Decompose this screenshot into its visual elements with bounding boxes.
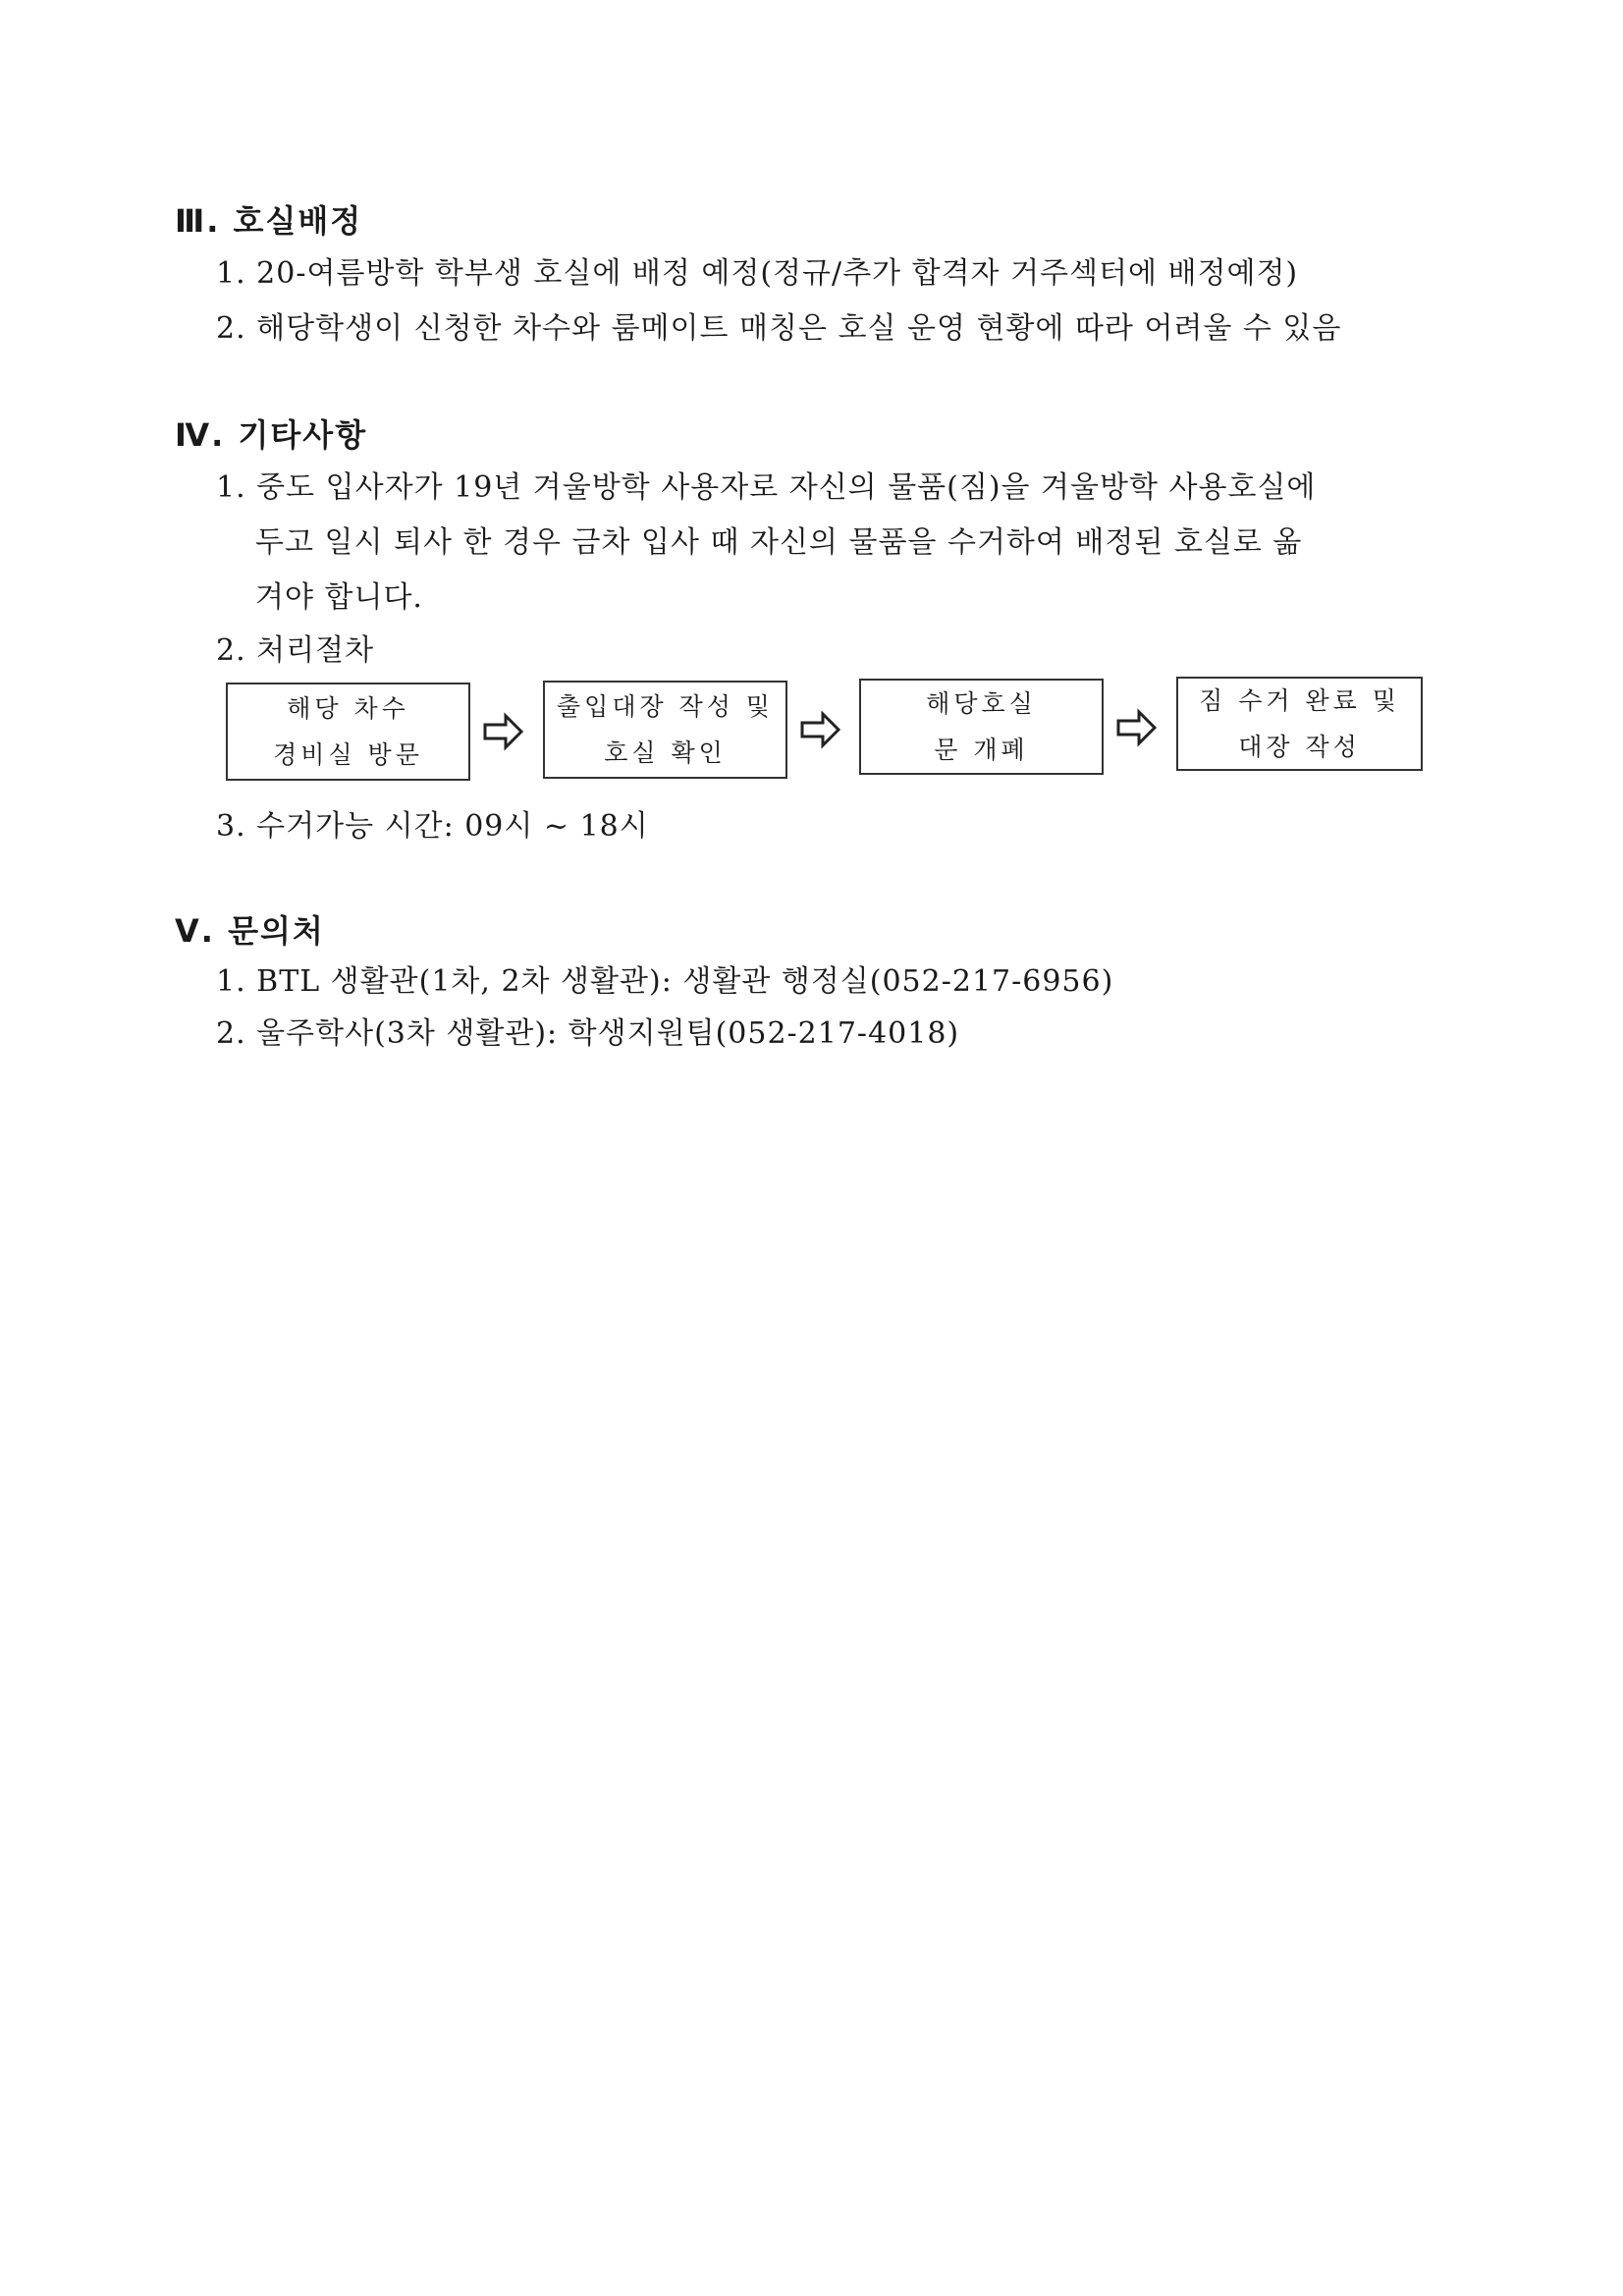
flow-step-4-line-1: 짐 수거 완료 및 xyxy=(1199,686,1400,715)
flow-step-2 xyxy=(543,681,787,779)
flow-step-3-line-2: 문 개폐 xyxy=(934,736,1029,764)
section-3-heading: Ⅲ. 호실배정 xyxy=(175,202,363,240)
section-4-item-3: 3. 수거가능 시간: 09시 ~ 18시 xyxy=(216,809,649,844)
flow-step-1 xyxy=(226,683,470,781)
flow-step-3-line-1: 해당호실 xyxy=(926,689,1037,718)
section-4-heading: Ⅳ. 기타사항 xyxy=(175,416,368,454)
section-5-heading: Ⅴ. 문의처 xyxy=(175,912,325,950)
hollow-right-arrow-icon xyxy=(1115,708,1159,747)
flow-step-2-line-1: 출입대장 작성 및 xyxy=(557,692,774,721)
flow-step-1-line-1: 해당 차수 xyxy=(287,694,409,723)
flow-step-3 xyxy=(859,679,1104,775)
flow-step-4-line-2: 대장 작성 xyxy=(1238,733,1361,761)
hollow-right-arrow-icon xyxy=(482,712,525,751)
section-3-item-1: 1. 20-여름방학 학부생 호실에 배정 예정(정규/추가 합격자 거주섹터에 배정예정) xyxy=(216,256,1299,291)
section-4-item-1-line-2: 두고 일시 퇴사 한 경우 금차 입사 때 자신의 물품을 수거하여 배정된 호실로 옮 xyxy=(255,525,1303,560)
flow-step-2-line-2: 호실 확인 xyxy=(604,738,727,767)
section-3-item-2: 2. 해당학생이 신청한 차수와 룸메이트 매칭은 호실 운영 현황에 따라 어려울 수 있음 xyxy=(216,311,1342,346)
hollow-right-arrow-icon xyxy=(799,710,842,749)
section-5-item-2: 2. 울주학사(3차 생활관): 학생지원팀(052-217-4018) xyxy=(216,1016,960,1051)
section-5-item-1: 1. BTL 생활관(1차, 2차 생활관): 생활관 행정실(052-217-6956) xyxy=(216,964,1114,999)
section-4-item-2: 2. 처리절차 xyxy=(216,633,375,668)
section-4-item-1-line-1: 1. 중도 입사자가 19년 겨울방학 사용자로 자신의 물품(짐)을 겨울방학 사용호실에 xyxy=(216,470,1317,505)
flow-step-1-line-2: 경비실 방문 xyxy=(273,740,423,769)
section-4-item-1-line-3: 겨야 합니다. xyxy=(255,580,423,615)
flow-step-4 xyxy=(1176,677,1423,771)
